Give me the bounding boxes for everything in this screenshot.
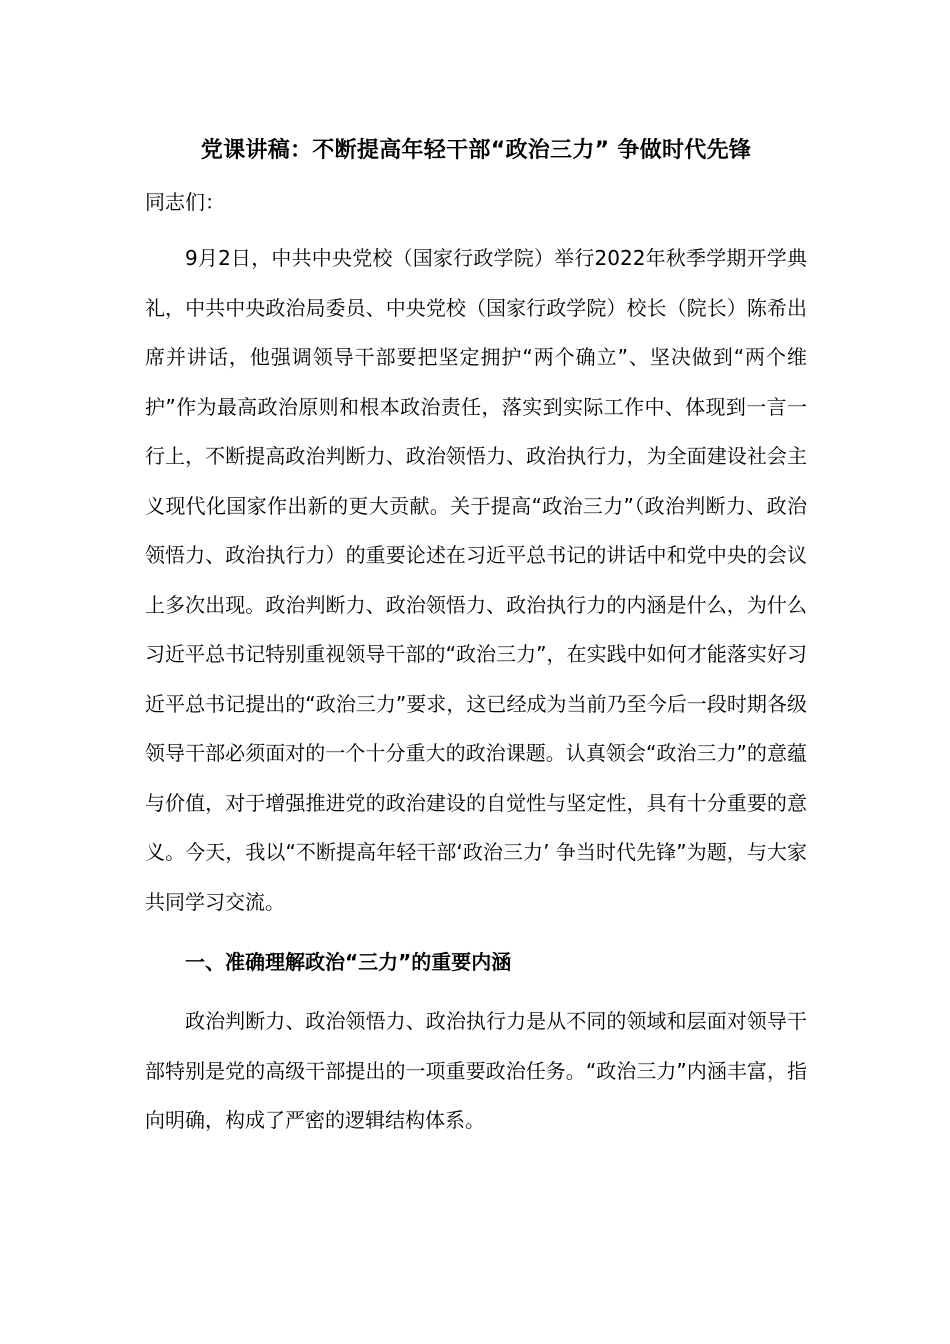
body-paragraph: 9月2日，中共中央党校（国家行政学院）举行2022年秋季学期开学典礼，中共中央政治局委员、中央党校（国家行政学院）校长（院长）陈希出席并讲话，他强调领导干部要把坚定拥护“两个确立”、坚决做到“两个维护”作为最高政治原则和根本政治责任，落实到实际工作中、体现到一言一行上，不断提高政治判断力、政治领悟力、政治执行力，为全面建设社会主义现代化国家作出新的更大贡献。关于提高“政治三力”（政治判断力、政治领悟力、政治执行力）的重要论述在习近平总书记的讲话中和党中央的会议上多次出现。政治判断力、政治领悟力、政治执行力的内涵是什么，为什么习近平总书记特别重视领导干部的“政治三力”，在实践中如何才能落实好习近平总书记提出的“政治三力”要求，这已经成为当前乃至今后一段时期各级领导干部必须面对的一个十分重大的政治课题。认真领会“政治三力”的意蕴与价值，对于增强推进党的政治建设的自觉性与坚定性，具有十分重要的意义。今天，我以“不断提高年轻干部‘政治三力’ 争当时代先锋”为题，与大家共同学习交流。	[145, 246, 807, 914]
document-body	[145, 133, 807, 1146]
document-title: 党课讲稿：不断提高年轻干部“政治三力” 争做时代先锋	[200, 138, 752, 163]
section-paragraph: 政治判断力、政治领悟力、政治执行力是从不同的领域和层面对领导干部特别是党的高级干部提出的一项重要政治任务。“政治三力”内涵丰富，指向明确，构成了严密的逻辑结构体系。	[145, 1009, 807, 1132]
salutation: 同志们：	[145, 190, 225, 214]
section-heading: 一、准确理解政治“三力”的重要内涵	[185, 950, 512, 974]
